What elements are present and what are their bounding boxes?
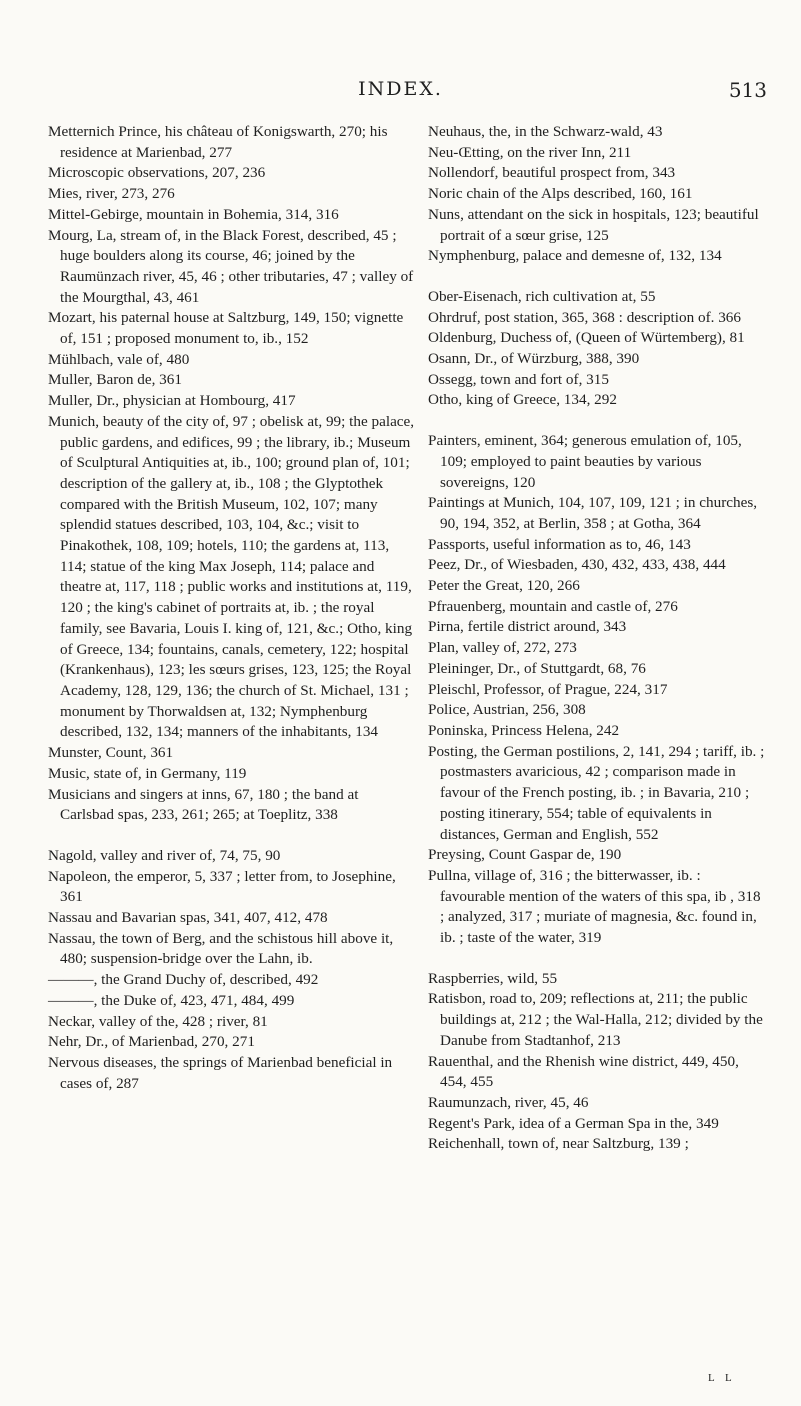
page-number: 513 xyxy=(728,78,767,102)
index-entry: Passports, useful information as to, 46, 143 xyxy=(428,535,691,553)
index-entry: Munster, Count, 361 xyxy=(48,744,174,762)
section-gap xyxy=(48,826,416,846)
index-entry: Paintings at Munich, 104, 107, 109, 121 ; in churches, 90, 194, 352, at Berlin, 358 ; at Gotha, 364 xyxy=(428,494,758,532)
index-entry: Mourg, La, stream of, in the Black Forest, described, 45 ; huge boulders along its course, 46; joined by the Raumünzach river, 45, 46 ; other tributaries, 47 ; valley of the Mourgthal, 43, 461 xyxy=(48,226,414,306)
section-gap xyxy=(428,949,768,969)
page-header xyxy=(0,78,801,108)
index-entry: Napoleon, the emperor, 5, 337 ; letter from, to Josephine, 361 xyxy=(48,867,396,906)
index-entry: Ober-Eisenach, rich cultivation at, 55 xyxy=(428,287,656,305)
index-entry: Nassau, the town of Berg, and the schistous hill above it, 480; suspension-bridge over the Lahn, ib. xyxy=(48,929,394,968)
index-entry: Raspberries, wild, 55 xyxy=(428,969,558,987)
index-entry: Poninska, Princess Helena, 242 xyxy=(428,721,620,739)
index-entry: ———, the Duke of, 423, 471, 484, 499 xyxy=(48,991,295,1009)
running-title: INDEX. xyxy=(358,78,443,100)
index-entry: Munich, beauty of the city of, 97 ; obelisk at, 99; the palace, public gardens, and edifices, 99 ; the library, ib.; Museum of Sculptural Antiquities at, ib., 100; ground plan of, 101; description of the gallery at, ib., 108 ; the Glyptothek compared with the British Museum, 102, 107; many splendid statues described, 103, 104, &c.; visit to Pinakothek, 108, 109; hotels, 110; the gardens at, 113, 114; statue of the king Max Joseph, 114; palace and theatre at, 117, 118 ; public works and institutions at, 119, 120 ; the king's cabinet of portraits at, ib. ; the royal family, see Bavaria, Louis I. king of, 121, &c.; Otho, king of Greece, 134; fountains, canals, cemetery, 122; hospital (Krankenhaus), 123; les sœurs grises, 123, 125; the Royal Academy, 128, 129, 136; the church of St. Michael, 131 ; monument by Thorwaldsen at, 132; Nymphenburg described, 132, 134; manners of the inhabitants, 134 xyxy=(48,412,415,741)
index-entry: Rauenthal, and the Rhenish wine district, 449, 450, 454, 455 xyxy=(428,1052,739,1091)
index-entry: Pullna, village of, 316 ; the bitterwasser, ib. : favourable mention of the waters of this spa, ib , 318 ; analyzed, 317 ; muriate of magnesia, &c. found in, ib. ; taste of the water, 319 xyxy=(428,866,761,947)
index-entry: Nuns, attendant on the sick in hospitals, 123; beautiful portrait of a sœur grise, 125 xyxy=(428,205,759,244)
index-entry: Peez, Dr., of Wiesbaden, 430, 432, 433, 438, 444 xyxy=(428,556,726,574)
index-entry: Raumunzach, river, 45, 46 xyxy=(428,1093,589,1111)
index-entry: Preysing, Count Gaspar de, 190 xyxy=(428,846,622,864)
index-entry: Neuhaus, the, in the Schwarz-wald, 43 xyxy=(428,123,663,140)
index-entry: Muller, Baron de, 361 xyxy=(48,371,182,389)
signature-mark: L L xyxy=(708,1372,736,1384)
section-gap xyxy=(428,267,768,287)
index-entry: Neu-Œtting, on the river Inn, 211 xyxy=(428,143,632,161)
index-entry: Microscopic observations, 207, 236 xyxy=(48,164,266,182)
index-entry: Oldenburg, Duchess of, (Queen of Würtemberg), 81 xyxy=(428,329,745,347)
section-gap xyxy=(428,411,768,431)
index-entry: Police, Austrian, 256, 308 xyxy=(428,701,586,719)
index-entry: Musicians and singers at inns, 67, 180 ; the band at Carlsbad spas, 233, 261; 265; at Toeplitz, 338 xyxy=(48,785,359,824)
index-column-right xyxy=(428,122,768,1155)
index-entry: Music, state of, in Germany, 119 xyxy=(48,764,247,782)
index-entry: Ossegg, town and fort of, 315 xyxy=(428,370,609,388)
index-entry: Painters, eminent, 364; generous emulation of, 105, 109; employed to paint beauties by various sovereigns, 120 xyxy=(428,432,742,491)
index-entry: ———, the Grand Duchy of, described, 492 xyxy=(48,971,319,989)
index-entry: Nollendorf, beautiful prospect from, 343 xyxy=(428,164,676,182)
index-entry: Ohrdruf, post station, 365, 368 : description of. 366 xyxy=(428,308,741,326)
index-entry: Pirna, fertile district around, 343 xyxy=(428,618,627,636)
index-entry: Nagold, valley and river of, 74, 75, 90 xyxy=(48,846,281,864)
index-entry: Pleischl, Professor, of Prague, 224, 317 xyxy=(428,680,668,698)
index-entry: Nymphenburg, palace and demesne of, 132, 134 xyxy=(428,247,722,265)
index-entry: Peter the Great, 120, 266 xyxy=(428,577,580,595)
index-entry: Plan, valley of, 272, 273 xyxy=(428,639,577,657)
index-entry: Mozart, his paternal house at Saltzburg, 149, 150; vignette of, 151 ; proposed monument to, ib., 152 xyxy=(48,309,404,348)
index-entry: Pleininger, Dr., of Stuttgardt, 68, 76 xyxy=(428,659,646,677)
index-entry: Metternich Prince, his château of Konigswarth, 270; his residence at Marienbad, 277 xyxy=(48,123,388,161)
index-entry: Osann, Dr., of Würzburg, 388, 390 xyxy=(428,350,640,368)
index-entry: Muller, Dr., physician at Hombourg, 417 xyxy=(48,392,296,410)
index-entry: Otho, king of Greece, 134, 292 xyxy=(428,391,617,409)
index-entry: Mies, river, 273, 276 xyxy=(48,185,175,203)
index-entry: Nehr, Dr., of Marienbad, 270, 271 xyxy=(48,1033,255,1051)
index-entry: Neckar, valley of the, 428 ; river, 81 xyxy=(48,1012,268,1030)
index-entry: Mühlbach, vale of, 480 xyxy=(48,350,190,368)
index-entry: Reichenhall, town of, near Saltzburg, 139 ; xyxy=(428,1135,689,1153)
index-entry: Posting, the German postilions, 2, 141, 294 ; tariff, ib. ; postmasters avaricious, 42 ; comparison made in favour of the French posting, ib. ; in Bavaria, 210 ; posting itinerary, 554; table of equivalents in distances, German and English, 552 xyxy=(428,742,765,843)
index-entry: Nervous diseases, the springs of Marienbad beneficial in cases of, 287 xyxy=(48,1053,393,1092)
index-entry: Nassau and Bavarian spas, 341, 407, 412, 478 xyxy=(48,909,328,927)
index-entry: Noric chain of the Alps described, 160, 161 xyxy=(428,185,693,203)
index-column-left xyxy=(48,122,416,1094)
index-entry: Ratisbon, road to, 209; reflections at, 211; the public buildings at, 212 ; the Wal-Halla, 212; divided by the Danube from Stadtanhof, 213 xyxy=(428,990,763,1049)
index-entry: Mittel-Gebirge, mountain in Bohemia, 314, 316 xyxy=(48,205,339,223)
index-entry: Regent's Park, idea of a German Spa in the, 349 xyxy=(428,1114,719,1132)
index-entry: Pfrauenberg, mountain and castle of, 276 xyxy=(428,597,678,615)
